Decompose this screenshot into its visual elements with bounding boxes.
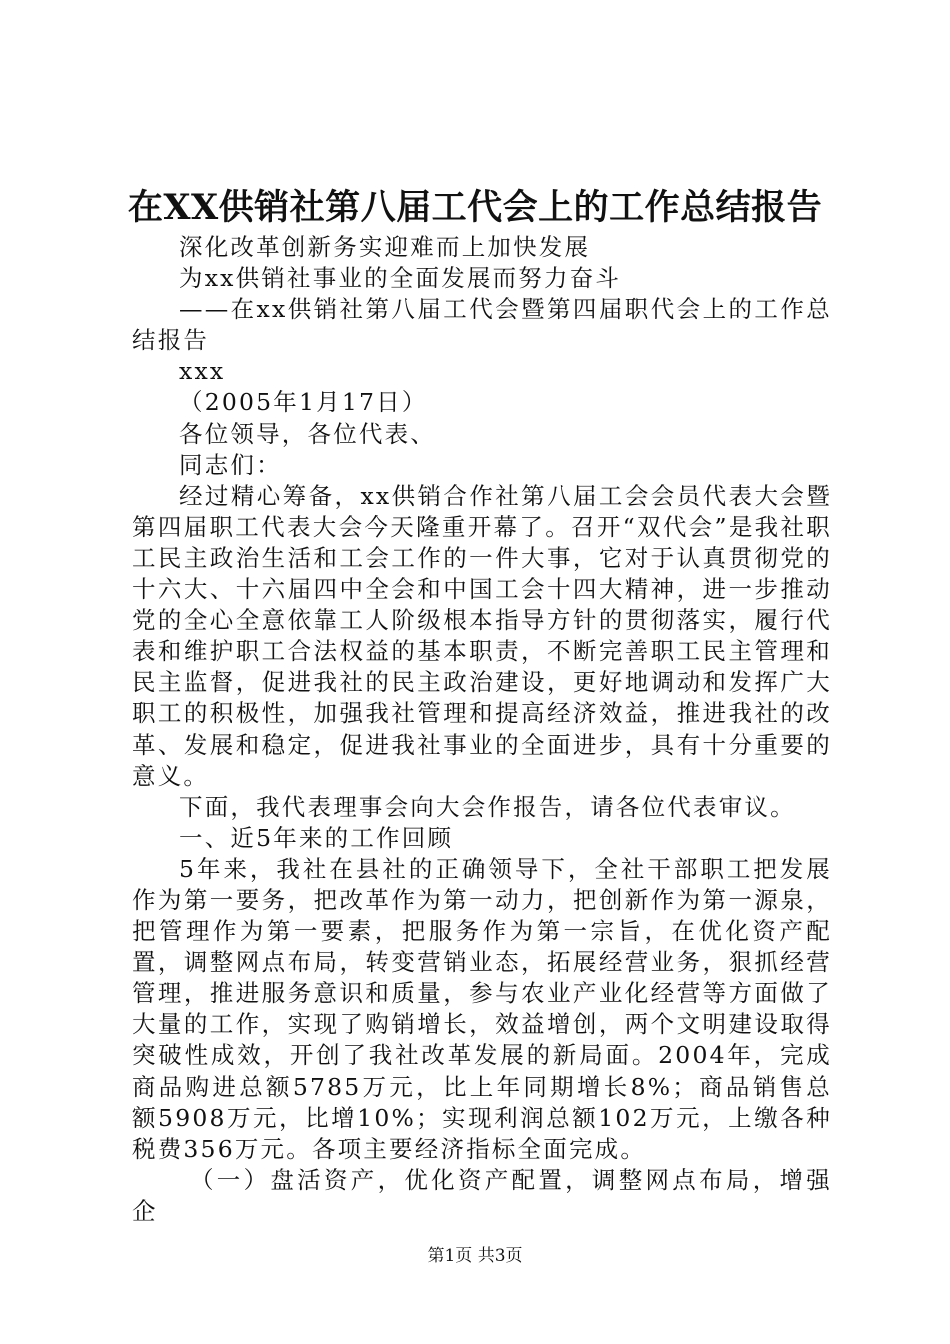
section-heading: 一、近5年来的工作回顾 [179, 823, 454, 852]
date-line: （2005年1月17日） [179, 388, 428, 417]
author-line: xxx [179, 357, 226, 386]
body-paragraph: 经过精心筹备，xx供销合作社第八届工会会员代表大会暨第四届职工代表大会今天隆重开幕了。召开“双代会”是我社职工民主政治生活和工会工作的一件大事，它对于认真贯彻党的十六大、十六届四中全会和中国工会十四大精神，进一步推动党的全心全意依靠工人阶级根本指导方针的贯彻落实，履行代表和维护职工合法权益的基本职责，不断完善职工民主管理和民主监督，促进我社的民主政治建设，更好地调动和发挥广大职工的积极性，加强我社管理和提高经济效益，推进我社的改革、发展和稳定，促进我社事业的全面进步，具有十分重要的意义。 [132, 481, 832, 790]
salutation-line-1: 各位领导，各位代表、 [179, 419, 436, 448]
document-body [132, 232, 832, 1227]
body-paragraph: 5年来，我社在县社的正确领导下，全社干部职工把发展作为第一要务，把改革作为第一动力，把创新作为第一源泉，把管理作为第一要素，把服务作为第一宗旨，在优化资产配置，调整网点布局，转变营销业态，拓展经营业务，狠抓经营管理，推进服务意识和质量，参与农业产业化经营等方面做了大量的工作，实现了购销增长，效益增创，两个文明建设取得突破性成效，开创了我社改革发展的新局面。2004年，完成商品购进总额5785万元，比上年同期增长8%；商品销售总额5908万元，比增10%；实现利润总额102万元，上缴各种税费356万元。各项主要经济指标全面完成。 [132, 854, 832, 1163]
salutation-line-2: 同志们： [179, 450, 282, 479]
subtitle-line-1: 深化改革创新务实迎难而上加快发展 [179, 233, 591, 261]
body-paragraph: 下面，我代表理事会向大会作报告，请各位代表审议。 [179, 792, 796, 821]
subsection-heading: （一）盘活资产，优化资产配置，调整网点布局，增强企 [132, 1165, 832, 1225]
subtitle-line-3: ——在xx供销社第八届工代会暨第四届职代会上的工作总结报告 [132, 295, 832, 355]
document-title: 在XX供销社第八届工代会上的工作总结报告 [127, 187, 823, 228]
page-footer: 第1页 共3页 [427, 1246, 523, 1266]
subtitle-line-2: 为xx供销社事业的全面发展而努力奋斗 [179, 264, 622, 293]
